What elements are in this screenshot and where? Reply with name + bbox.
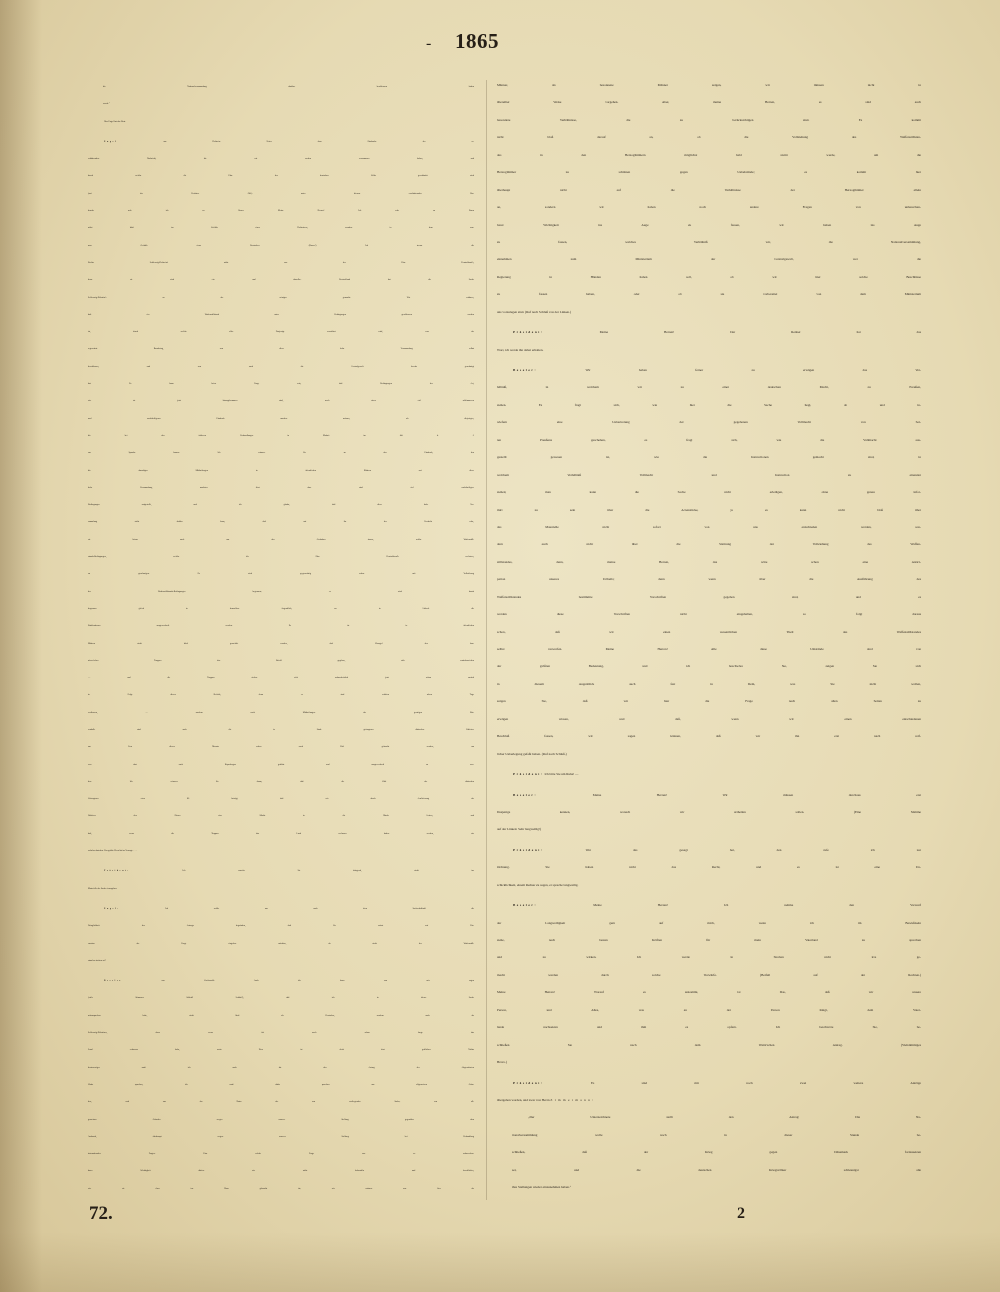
line-text: pation unseres Urtheils; denn wenn über die Ausführung des — [497, 577, 921, 582]
text-line — [497, 1037, 921, 1054]
page-number: 1865 — [455, 29, 499, 53]
line-text: Gefangenen etwa 80 beträgt, daß wir durch Auslieferung der — [88, 798, 474, 801]
text-line — [497, 397, 921, 414]
line-text: durch welche die Ehre des deutschen Volks geschändet wird — [88, 175, 474, 178]
line-text: Waitz sprechen, ich muß dafür sprechen aus allgemeinen Grün- — [88, 1083, 474, 1086]
text-line — [497, 1144, 921, 1161]
text-line — [497, 112, 921, 129]
line-text: den, und aus der Natur der uns vorliegenden Sache; aus all- — [88, 1101, 474, 1104]
text-line — [497, 199, 921, 216]
text-line — [497, 1075, 921, 1092]
text-line — [88, 341, 474, 358]
line-text: stehen; man kann die Sache nicht erledigen, ohne genau infor- — [497, 490, 921, 495]
text-line — [88, 290, 474, 307]
text-line — [88, 739, 474, 756]
text-line — [88, 601, 474, 618]
line-text: der größten Bedeutung, und ich beschwöre Sie, zeigen Sie sich — [497, 664, 921, 669]
line-text: die bei den früheren Verhandlungen in Malmö im Juli d. J. — [88, 434, 474, 437]
text-line — [497, 589, 921, 606]
text-line — [88, 238, 474, 255]
text-line — [88, 463, 474, 480]
line-text: Ich bitte Sie um Ruhe! — — [543, 772, 579, 777]
line-text: wie sie jetzt hinzugekommen sind, noch einen viel schlimmeren — [88, 400, 474, 403]
line-text: macht werden durch solche Vorwürfe. (Beifall auf der Rechten.) — [497, 972, 921, 977]
line-text: erwägen wissen, und daß, wenn wir einen entschiedenen — [497, 716, 921, 721]
line-text: schon, daß wir einen wesentlichen Theil des Waffenstillstandes — [497, 629, 921, 634]
line-text: denn sie sind ein und dasselbe. Deutschland hat die Sache — [88, 279, 474, 282]
text-line — [497, 877, 921, 894]
text-line — [497, 1179, 921, 1196]
text-line — [497, 1002, 921, 1019]
right-column — [497, 77, 921, 1197]
line-text: stillstandes, denn, meine Herren, das wäre schon eine Antici- — [497, 559, 921, 564]
sheet-mark: 2 — [737, 1205, 745, 1222]
speaker-name: Engel: — [104, 907, 120, 910]
line-text: lande nachsetzen und ihm es opfern. Ich beschwöre Sie, be- — [497, 1025, 921, 1030]
line-text: Waffenstillstandes bestimmte Vorschriften gegeben sind, und es — [497, 594, 921, 599]
text-line — [88, 774, 474, 791]
text-line — [497, 804, 921, 821]
line-text: Meine Herren! Der Redner hat das — [543, 330, 921, 335]
text-line — [88, 1129, 474, 1146]
line-text: wiefern eine Uebertretung der gegebenen Vollmacht von Sei- — [497, 420, 921, 425]
line-text: das Materielle nicht sofort von uns entschieden werden, son- — [497, 524, 921, 529]
line-text: (auf der Rechten: Oh!): unter diesem erschütternden Ein- — [88, 192, 474, 195]
signature-mark: 72. — [89, 1203, 113, 1224]
line-text: Dringlichkeit des Antrags begründen, daß Sie sofort auf Dis- — [88, 925, 474, 928]
line-text: des in den Herzogthümern möglichst bald sistirt werde, um die — [497, 152, 921, 157]
text-line — [497, 251, 921, 268]
line-text: verflossen, — sondern nach Mittheilungen der gestrigen Bör- — [88, 711, 474, 714]
line-text: barer Wichtigkeit dürfen wir nicht behandeln und beschließen, — [88, 1170, 474, 1173]
line-text: zu fassen, welches Verhältniß wir, die Nationalversammlung, — [497, 239, 921, 244]
line-text: Regierung in Händen haben soll, ob wir hier solche Beschlüsse — [497, 274, 921, 279]
text-line — [88, 687, 474, 704]
line-text: „Der Unterzeichnete stellt den Antrag: Die Na- — [528, 1115, 921, 1120]
line-text: Ich wollte nur nach dem Sachverhältniß die — [119, 907, 474, 910]
line-text: überhaupt nicht auf die Verhältnisse der Herzogthümer allein — [497, 187, 921, 192]
line-text: men Gefühle eines Deutschen. (Bravo!) Ich trenne die — [88, 244, 474, 247]
text-line — [497, 519, 921, 536]
line-text: barer Wichtigkeit ins Auge zu fassen, wir haben ins Auge — [497, 222, 921, 227]
text-line — [497, 502, 921, 519]
line-text: Meine Herren! Ich nehme den Vorwurf — [537, 903, 921, 908]
text-line — [497, 304, 921, 321]
text-line — [88, 203, 474, 220]
text-line — [497, 821, 921, 838]
line-text: in Folge dieses Befehls, denn es sind seitdem schon Tage — [88, 694, 474, 697]
text-line — [88, 918, 474, 935]
line-text: Rechte Schleswig-Holstein's nicht von der Ehre Deutschland's, — [88, 261, 474, 264]
text-line — [88, 186, 474, 203]
text-line — [497, 147, 921, 164]
text-line — [88, 826, 474, 843]
line-text: Dasjenige kennen, wonach wir urtheilen sollen. (Eine Stimme — [497, 809, 921, 814]
text-line — [88, 96, 474, 113]
line-text: Auslande, überhaupt wegen unserer Stellung bei Behandlung — [88, 1135, 474, 1138]
column-rule — [486, 80, 487, 1200]
text-line — [88, 497, 474, 514]
text-line — [497, 1127, 921, 1144]
line-text: Ich ersuche Sie dringend, nicht ins — [129, 870, 474, 873]
line-text: auf der Linken: Sehr langweilig!) — [497, 827, 542, 832]
text-line — [88, 670, 474, 687]
line-text: mitzusprechen habe, nicht bloß als Deutscher, sondern auch als — [88, 1014, 474, 1017]
text-line — [88, 549, 474, 566]
line-text: den. Ich erinnere Sie daran, daß die Zahl der dänischen — [88, 780, 474, 783]
line-text: növer'schen Truppen den Befehl gegeben, sich zurückzuziehen — [88, 659, 474, 662]
line-text: daß ein Waffenstillstand unter Bedingungen geschlossen worden — [88, 313, 474, 316]
text-line — [497, 129, 921, 146]
line-text: tionalversammlung wolle noch in dieser Stunde be- — [512, 1132, 921, 1137]
line-text: cussion der Frage eingehen möchten, ob nicht der Waffenstill- — [88, 942, 474, 945]
text-line — [88, 973, 474, 990]
text-line — [88, 376, 474, 393]
text-line — [88, 1181, 474, 1198]
speaker-name: Beseler: — [513, 368, 538, 372]
text-line — [88, 653, 474, 670]
line-text: beschlossen, und was auch die Centralgewalt bereits genehmigt — [88, 365, 474, 368]
text-line — [88, 532, 474, 549]
text-line — [497, 1054, 921, 1071]
speaker-name: Präsident: — [513, 330, 544, 335]
text-line — [497, 432, 921, 449]
line-text: Meine Herren! Worauf es ankommt, ist Das, daß wir unsere — [497, 990, 921, 995]
line-text: ist, durch welche alles Dasjenige vernichtet wird, was der — [88, 331, 474, 334]
text-line — [497, 624, 921, 641]
text-line — [88, 272, 474, 289]
text-line — [88, 480, 474, 497]
line-text: am 2ten dieses Monats schon nach Kiel gebracht worden, um — [88, 746, 474, 749]
line-text: Es sind mir noch zwei weitere Anträge — [543, 1080, 921, 1085]
text-line — [88, 990, 474, 1007]
line-text: wie sie eben ins Haus gebracht ist; wir müssen uns hier als — [88, 1187, 474, 1190]
text-line — [497, 897, 921, 914]
line-text: nicht bloß im Gefühle eines Holsteiners, sondern in dem war- — [88, 227, 474, 230]
speaker-name: Beseler: — [513, 792, 538, 797]
text-line — [88, 791, 474, 808]
speaker-name: Beseler — [104, 980, 123, 983]
line-text: (viele Stimmen: Schluß! Schluß!), daß ich in dieser Sache — [88, 997, 474, 1000]
line-text: von Greifswald: Auch ich kann von mir sagen — [122, 980, 474, 983]
line-text: — und die Truppen ziehen sich wahrscheinlich jetzt schon zurück — [88, 677, 474, 680]
text-line — [497, 269, 921, 286]
text-line — [88, 514, 474, 531]
text-line — [88, 618, 474, 635]
line-text: zeigen Sie, daß wir hier die Frage nach allen Seiten zu — [497, 699, 921, 704]
text-line — [497, 467, 921, 484]
speaker-name: Präsident: — [513, 847, 544, 852]
text-line — [497, 641, 921, 658]
text-line — [88, 953, 474, 970]
line-text: daß, wenn die Truppen das Land verlassen haben werden, wir — [88, 832, 474, 835]
line-text: sie könne auch nur den Gedanken fassen, solche Waffenstill- — [88, 538, 474, 541]
text-line — [88, 757, 474, 774]
line-text: Herzogthümer zu schützen gegen Uebelstände; es kommt hier — [497, 170, 921, 175]
line-text: gemeinen Gründen wegen unserer Stellung gegenüber dem — [88, 1118, 474, 1121]
text-line — [88, 1163, 474, 1180]
text-line — [497, 234, 921, 251]
line-text: Officiere den Dänen eine Macht in die Hände liefern, und — [88, 815, 474, 818]
text-line — [88, 220, 474, 237]
text-line — [497, 676, 921, 693]
text-line — [88, 1112, 474, 1129]
line-text: übergeben worden, und zwar von Herrn — [497, 1097, 551, 1102]
text-line — [497, 915, 921, 932]
line-text: besondere Verhältnisse, die zu berücksichtigen sind. Es kommt — [497, 117, 921, 122]
line-text: stehen. Es fragt sich, wie hier die Sache liegt, ob und in- — [497, 402, 921, 407]
line-text: Land verlassen habe, mein Herz ist doch dort geblieben. Nichts — [88, 1049, 474, 1052]
text-line — [497, 77, 921, 94]
speaker-name: Engel — [104, 140, 118, 143]
text-line — [88, 1060, 474, 1077]
text-line — [88, 1077, 474, 1094]
text-line — [88, 255, 474, 272]
text-line — [497, 1162, 921, 1179]
text-line — [497, 449, 921, 466]
text-line — [497, 1019, 921, 1036]
text-line — [497, 571, 921, 588]
line-text: der Langweiligkeit gern auf mich, wenn ich im Bewußtsein — [497, 920, 921, 925]
line-text: Wir haben ferner zu erwägen das Ver- — [537, 368, 921, 372]
text-line — [88, 1042, 474, 1059]
line-text: welchem Verhältniß Vollmacht und Instruction zu einander — [497, 472, 921, 477]
line-text: stand zu sistiren sei? — [88, 959, 107, 962]
speaker-name: Beseler: — [513, 903, 538, 908]
text-line — [497, 536, 921, 553]
text-line — [497, 414, 921, 431]
text-line — [497, 164, 921, 181]
line-text: senhalle sind auch die in Stade gefangenen dänischen Officiere — [88, 728, 474, 731]
text-line — [497, 286, 921, 303]
line-text: internationaler Fragen. Eine solche Frage von so unberechen- — [88, 1153, 474, 1156]
line-text: Wer das gesagt hat, den rufe ich zur — [543, 847, 921, 852]
line-text: Schleswig-Holstein's zu der seinigen gemacht. Wir erfahren, — [88, 296, 474, 299]
line-text: von dort nach Kopenhagen geführt und ausgewechselt zu wer- — [88, 763, 474, 766]
line-text: schließen Sie nach dem Waitz'schen Antrag. (Vielstimmiges — [497, 1042, 921, 1047]
line-text: schicklichkeit, einem Redner zu sagen, er spreche langweilig. — [497, 882, 579, 887]
line-text: übereilter Weise vorgehen. Aber, meine Herren, es sind auch — [497, 100, 921, 105]
text-line — [497, 554, 921, 571]
line-text: Herr Engel hat das Wort. — [104, 120, 126, 123]
line-text: selbst verwerfen. Meine Herren! Alle diese Umstände sind von — [497, 647, 921, 651]
text-line — [88, 324, 474, 341]
text-line — [497, 379, 921, 396]
line-text: schütternden Nachricht, die wir soeben vernommen haben, und — [88, 158, 474, 161]
line-text: nicht bloß darauf an, ob die Vollziehung des Waffenstillstan- — [497, 135, 921, 140]
spaced-name: Zimmermann — [550, 1097, 593, 1102]
text-line — [497, 842, 921, 859]
line-text: hältniß, in welchem wir zu einer deutschen Macht, zu Preußen, — [497, 385, 921, 390]
text-line — [88, 1094, 474, 1111]
text-line — [88, 1008, 474, 1025]
line-text: stehe, nach besten Kräften für mein Vaterland zu sprechen — [497, 938, 921, 942]
text-line — [497, 728, 921, 745]
line-text: : — [592, 1097, 594, 1102]
line-text: schließen, daß der Krieg gegen Dänemark fortzusetzen — [512, 1150, 921, 1155]
line-text: ten Preußens geschehen, es fragt sich, wie die Vollmacht aus- — [497, 437, 921, 442]
line-text: werden diese Vorschriften nicht eingehalten, so folgt daraus — [497, 612, 921, 617]
text-line — [88, 881, 474, 898]
text-line — [88, 428, 474, 445]
line-text: regenerirte Bundestag, was diese hohe Versammlung selbst — [88, 348, 474, 351]
line-text: Meine Herren! Wir müssen durchaus erst — [537, 792, 921, 797]
text-line — [88, 445, 474, 462]
text-line — [88, 863, 474, 880]
speaker-name: Präsident: — [104, 870, 130, 873]
text-line — [88, 705, 474, 722]
line-text: hat. Es kann keine Frage sein, daß Bedingungen der Art, — [88, 383, 474, 386]
text-line — [88, 843, 474, 860]
line-text: und zu wirken. Ich werde in Streben nicht irre ge- — [497, 955, 921, 960]
text-line — [88, 722, 474, 739]
line-text: an, sondern wir haben noch andere Fragen von unberechen- — [497, 205, 921, 210]
text-line — [88, 1025, 474, 1042]
text-line — [88, 808, 474, 825]
text-line — [497, 746, 921, 763]
text-line — [88, 359, 474, 376]
line-text: Beschluß fassen, wir sagen können, daß wir ihn erst nach reif- — [497, 734, 921, 739]
line-text: Blättern nicht bloß gemeldet worden, daß Wrangel den han- — [88, 642, 474, 645]
line-text: werde.“ — [103, 103, 110, 106]
left-column — [88, 79, 474, 1198]
speaker-name: Präsident: — [513, 772, 544, 777]
text-line — [497, 484, 921, 501]
line-text: einnehmen zum Ministerium der Centralgewalt, wer die — [497, 257, 921, 262]
text-line — [497, 606, 921, 623]
line-text: Schleswig-Holsteiner, denn wenn ich auch schon lange das — [88, 1032, 474, 1035]
text-line — [497, 711, 921, 728]
text-line — [88, 1146, 474, 1163]
line-text: zu fassen haben, oder ob sie vorbereitet von dem Ministerium — [497, 292, 921, 297]
header-dash: - — [426, 35, 432, 52]
line-text: gestellt gewesen ist, wie die Instructionen gemacht sind, in — [497, 455, 921, 460]
text-line — [88, 411, 474, 428]
text-line — [497, 766, 921, 783]
text-line — [88, 168, 474, 185]
line-text: sei, und die deutschen Kriegsvölker schleunigst alle — [512, 1167, 921, 1172]
text-line — [497, 787, 921, 804]
text-line — [88, 393, 474, 410]
line-text: wehrlos dastehen. Das größte Elend ist im Verzuge. . . . — [88, 850, 137, 853]
text-line — [497, 658, 921, 675]
line-text: aus Holstein: Unter dem Eindrucke der er- — [117, 140, 474, 143]
text-line — [497, 984, 921, 1001]
line-text: Bravo.) — [497, 1060, 507, 1065]
line-text: der Waffenstillstands-Bedingungen begonnen; es wird damit — [88, 590, 474, 593]
line-text: zur Sprache kamen. Ich erinnere Sie an den Eindruck, den — [88, 452, 474, 455]
line-text: Person, und Alles, was an der Person hängt, dem Vater- — [497, 1007, 921, 1012]
line-text: stands-Bedingungen, welche die Ehre Deutschland's verletzen, — [88, 556, 474, 559]
text-line — [497, 859, 921, 876]
text-line — [497, 342, 921, 359]
line-text: Männer, als besonnene Männer zeigen, wir müssen nicht in — [497, 83, 921, 87]
text-line — [497, 967, 921, 984]
text-line — [497, 1109, 921, 1126]
line-text: Wort, ich werde ihn dabei erhalten. — [497, 347, 544, 352]
line-text: drucke rede ich zu Ihnen. Meine Herren! Ich rede zu Ihnen — [88, 210, 474, 213]
line-text: mirt zu sein über die Actenstücke, ja es kann nicht bloß über — [497, 507, 921, 512]
text-line — [88, 79, 474, 96]
line-text: die Nationalversammlung darüber beschlossen haben — [103, 86, 474, 88]
text-line — [497, 932, 921, 949]
line-text: und nachtheiligeren Eindruck machen müssen, als diejenigen, — [88, 417, 474, 420]
text-line — [497, 1092, 921, 1109]
line-text: zu genehmigen. Es wird gegenwärtig schon mit Vollziehung — [88, 573, 474, 576]
line-text: dern auch nicht über die Sistirung der Vollziehung des Waffen- — [497, 542, 921, 547]
text-line — [88, 636, 474, 653]
text-line — [88, 566, 474, 583]
line-text: begonnen gleich in demselben Augenblick, wo in Lübeck die — [88, 607, 474, 610]
text-line — [88, 151, 474, 168]
line-text: licher Ueberlegung gefaßt haben. (Ruf nach Schluß.) — [497, 751, 567, 756]
line-text: hohe Versammlung machten. Jetzt aber sind viel nachtheiligere — [88, 486, 474, 489]
line-text: sammlung nicht dulden kann, daß auf ihr der Verdacht ruhe, — [88, 521, 474, 524]
line-text: Materielle der Sache einzugehen. — [88, 887, 118, 890]
line-text: Bedingungen aufgestellt, und ich glaube, daß diese hohe Ver- — [88, 504, 474, 507]
text-line — [497, 324, 921, 341]
text-line — [88, 134, 474, 151]
line-text: in diesem Augenblick auch fest in Dem, was Sie nicht wollen, — [497, 681, 921, 686]
text-line — [497, 949, 921, 966]
line-text: uns vorzulegen sind. (Ruf nach Schluß von der Linken.) — [497, 309, 571, 314]
text-line — [88, 584, 474, 601]
line-text: destoweniger muß ich auch für den Antrag des Abgeordneten — [88, 1066, 474, 1069]
text-line — [497, 362, 921, 379]
line-text: ihre Stellungen wieder einzunehmen haben.“ — [512, 1185, 572, 1190]
text-line — [497, 182, 921, 199]
line-text: Ordnung. Sie haben nicht das Recht, und es ist eine Un- — [497, 865, 921, 870]
speaker-name: Präsident: — [513, 1080, 544, 1085]
text-line — [88, 114, 474, 131]
text-line — [497, 94, 921, 111]
line-text: die damaligen Mittheilungen in öffentlichen Blättern auf diese — [88, 469, 474, 472]
text-line — [497, 217, 921, 234]
text-line — [88, 901, 474, 918]
text-line — [88, 307, 474, 324]
text-line — [497, 693, 921, 710]
text-line — [88, 936, 474, 953]
line-text: Ratificationen ausgewechselt werden. Es ist in öffentlichen — [88, 625, 474, 628]
